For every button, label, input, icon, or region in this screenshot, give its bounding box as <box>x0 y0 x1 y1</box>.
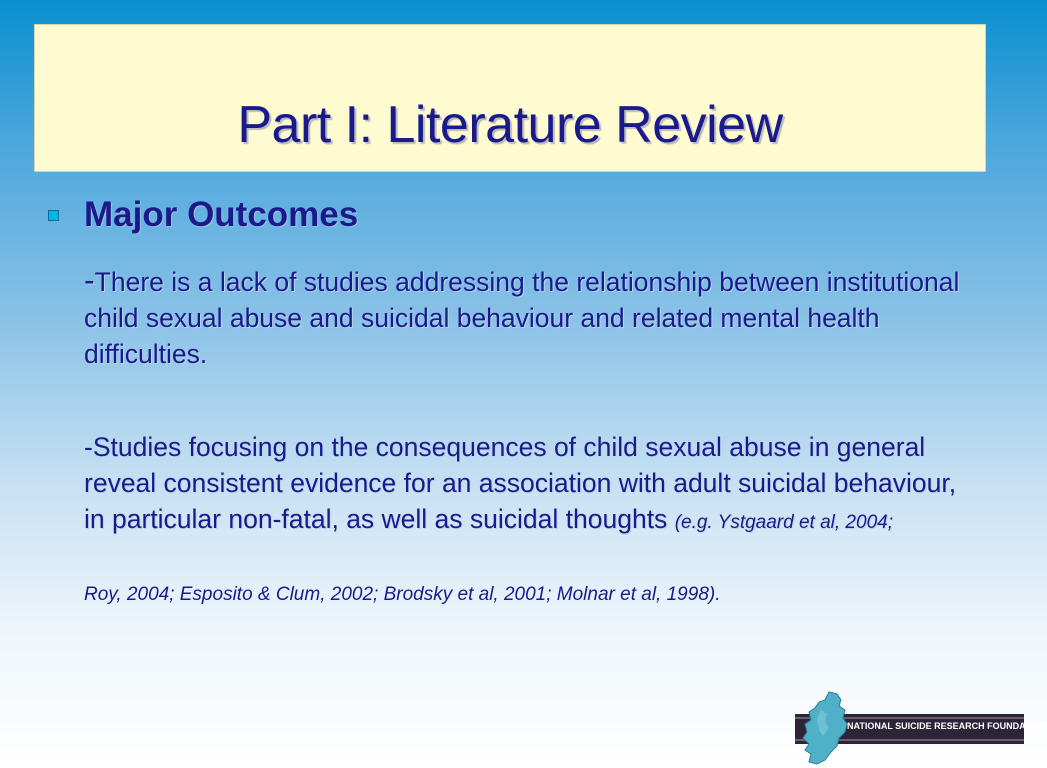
paragraph-dash: - <box>84 262 95 298</box>
paragraph-consequences <box>84 429 974 541</box>
bullet-heading: Major Outcomes <box>84 195 359 234</box>
citation-inline: (e.g. Ystgaard et al, 2004; <box>674 512 893 533</box>
slide-title: Part I: Literature Review <box>237 96 783 154</box>
ireland-map-icon <box>799 690 851 768</box>
paragraph-text: There is a lack of studies addressing the relationship between institutional child sexual abuse and suicidal behaviour and related mental health difficulties. <box>84 267 960 369</box>
nsrf-logo <box>795 690 1047 768</box>
citation-line: Roy, 2004; Esposito & Clum, 2002; Brodsky et al, 2001; Molnar et al, 1998). <box>84 584 721 605</box>
paragraph-text: -Studies focusing on the consequences of child sexual abuse in general reveal consistent evidence for an association with adult suicidal behaviour, in particular non-fatal, as well as suicidal thoughts <box>84 432 957 534</box>
paragraph-lack-of-studies <box>84 262 964 372</box>
logo-text: NATIONAL SUICIDE RESEARCH FOUNDATION <box>847 721 1047 731</box>
bullet-square-icon <box>48 210 59 221</box>
